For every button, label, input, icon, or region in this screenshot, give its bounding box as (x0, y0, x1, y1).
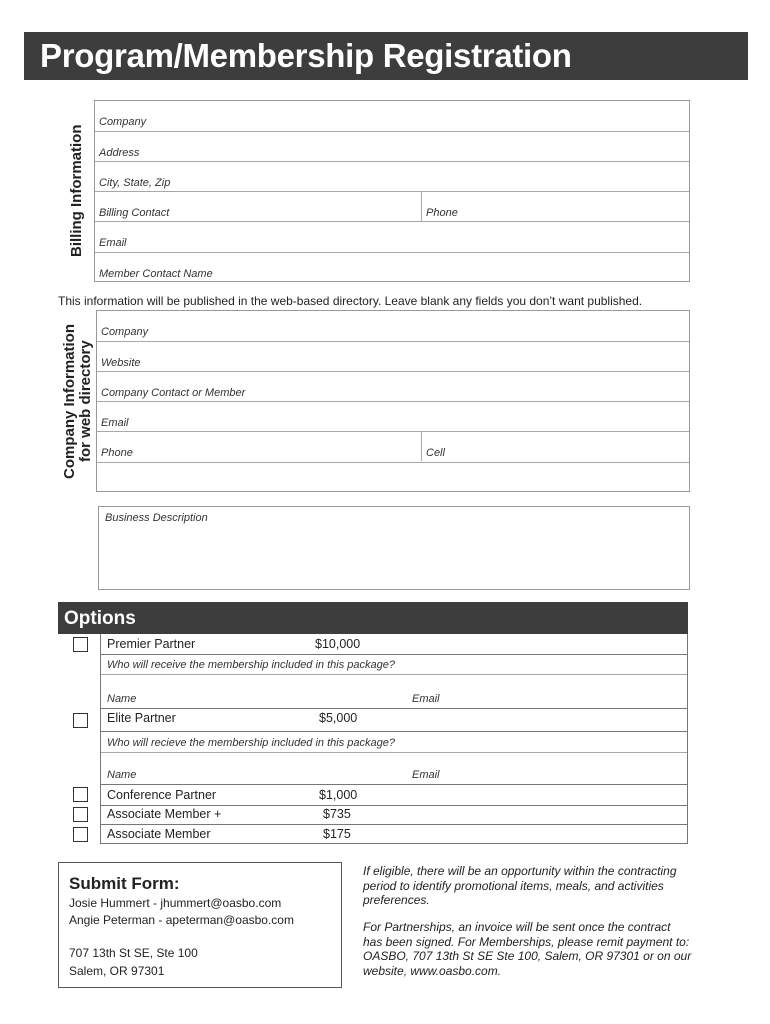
company-email-label: Email (101, 417, 129, 429)
submit-address-1: 707 13th St SE, Ste 100 (69, 946, 198, 960)
billing-address-field[interactable] (95, 131, 689, 161)
options-heading: Options (64, 608, 136, 629)
conference-checkbox[interactable] (73, 787, 88, 802)
associate-checkbox[interactable] (73, 827, 88, 842)
company-phone-field[interactable] (97, 431, 421, 461)
company-field[interactable] (97, 311, 689, 341)
title-bar (24, 32, 748, 80)
premier-name-label[interactable]: Name (107, 693, 137, 705)
billing-city-field[interactable] (95, 161, 689, 191)
associate-name: Associate Member (107, 827, 211, 841)
directory-note: This information will be published in the web-based directory. Leave blank any fields you don’t want published. (58, 294, 643, 308)
eligibility-note (363, 864, 743, 908)
elite-question-divider (101, 752, 687, 753)
elite-price: $5,000 (319, 711, 358, 725)
associate-plus-divider (101, 824, 687, 825)
billing-member-contact-field[interactable] (95, 252, 689, 282)
billing-form-box (94, 100, 690, 282)
elite-end-divider (101, 784, 687, 785)
business-description-box[interactable] (98, 506, 690, 590)
payment-line-2: has been signed. For Memberships, please remit payment to: (363, 934, 690, 949)
billing-company-label: Company (99, 116, 147, 128)
premier-divider (101, 654, 687, 655)
company-info-label-line2: for web directory (77, 340, 94, 462)
company-blank-field[interactable] (97, 462, 689, 492)
premier-name: Premier Partner (107, 637, 196, 651)
premier-end-divider (101, 708, 687, 709)
conference-divider (101, 805, 687, 806)
elite-email-label[interactable]: Email (412, 769, 440, 781)
options-header (58, 602, 688, 634)
company-info-label (62, 310, 98, 492)
submit-contact-1: Josie Hummert - jhummert@oasbo.com (69, 896, 282, 910)
submit-address-2: Salem, OR 97301 (69, 964, 165, 978)
billing-city-label: City, State, Zip (99, 177, 171, 189)
company-contact-label: Company Contact or Member (101, 387, 246, 399)
billing-section (58, 100, 690, 282)
company-cell-label: Cell (426, 447, 445, 459)
eligibility-line-1: If eligible, there will be an opportunity within the contracting (363, 864, 677, 878)
billing-phone-field[interactable] (422, 191, 689, 221)
elite-question: Who will recieve the membership included in this package? (107, 737, 395, 749)
company-cell-field[interactable] (422, 431, 689, 461)
billing-contact-field[interactable] (95, 191, 421, 221)
payment-line-3: OASBO, 707 13th St SE Ste 100, Salem, OR 97301 or on our (363, 949, 692, 963)
billing-contact-label: Billing Contact (99, 207, 170, 219)
payment-note (363, 920, 743, 978)
payment-line-4: website, www.oasbo.com. (363, 963, 502, 978)
eligibility-line-3: preferences. (363, 893, 430, 907)
associate-plus-price: $735 (323, 807, 351, 821)
billing-section-label: Billing Information (68, 124, 85, 258)
page-title: Program/Membership Registration (40, 37, 572, 74)
associate-plus-name: Associate Member + (107, 807, 222, 821)
premier-checkbox[interactable] (73, 637, 88, 652)
premier-email-label[interactable]: Email (412, 693, 440, 705)
options-table (100, 634, 688, 844)
elite-name-label[interactable]: Name (107, 769, 137, 781)
billing-address-label: Address (99, 147, 140, 159)
submit-form-box (58, 862, 342, 988)
conference-price: $1,000 (319, 788, 358, 802)
conference-name: Conference Partner (107, 788, 217, 802)
website-field[interactable] (97, 341, 689, 371)
eligibility-line-2: period to identify promotional items, meals, and activities (363, 878, 664, 893)
elite-divider (101, 731, 687, 732)
submit-heading: Submit Form: (69, 874, 180, 893)
payment-line-1: For Partnerships, an invoice will be sent once the contract (363, 920, 671, 934)
billing-email-label: Email (99, 237, 127, 249)
company-info-section (58, 310, 690, 492)
premier-price: $10,000 (315, 637, 361, 651)
billing-email-field[interactable] (95, 221, 689, 251)
billing-phone-label: Phone (426, 207, 458, 219)
company-email-field[interactable] (97, 401, 689, 431)
associate-price: $175 (323, 827, 351, 841)
elite-checkbox[interactable] (73, 713, 88, 728)
billing-company-field[interactable] (95, 101, 689, 131)
associate-divider (101, 843, 687, 844)
premier-question-divider (101, 674, 687, 675)
company-phone-label: Phone (101, 447, 133, 459)
elite-name: Elite Partner (107, 711, 176, 725)
billing-member-contact-label: Member Contact Name (99, 268, 213, 280)
associate-plus-checkbox[interactable] (73, 807, 88, 822)
company-label: Company (101, 326, 149, 338)
business-description-label: Business Description (105, 512, 208, 524)
website-label: Website (101, 357, 141, 369)
company-info-box (96, 310, 690, 492)
company-info-label-line1: Company Information (61, 323, 78, 479)
submit-contact-2: Angie Peterman - apeterman@oasbo.com (69, 913, 294, 927)
company-contact-field[interactable] (97, 371, 689, 401)
premier-question: Who will receive the membership included in this package? (107, 659, 395, 671)
